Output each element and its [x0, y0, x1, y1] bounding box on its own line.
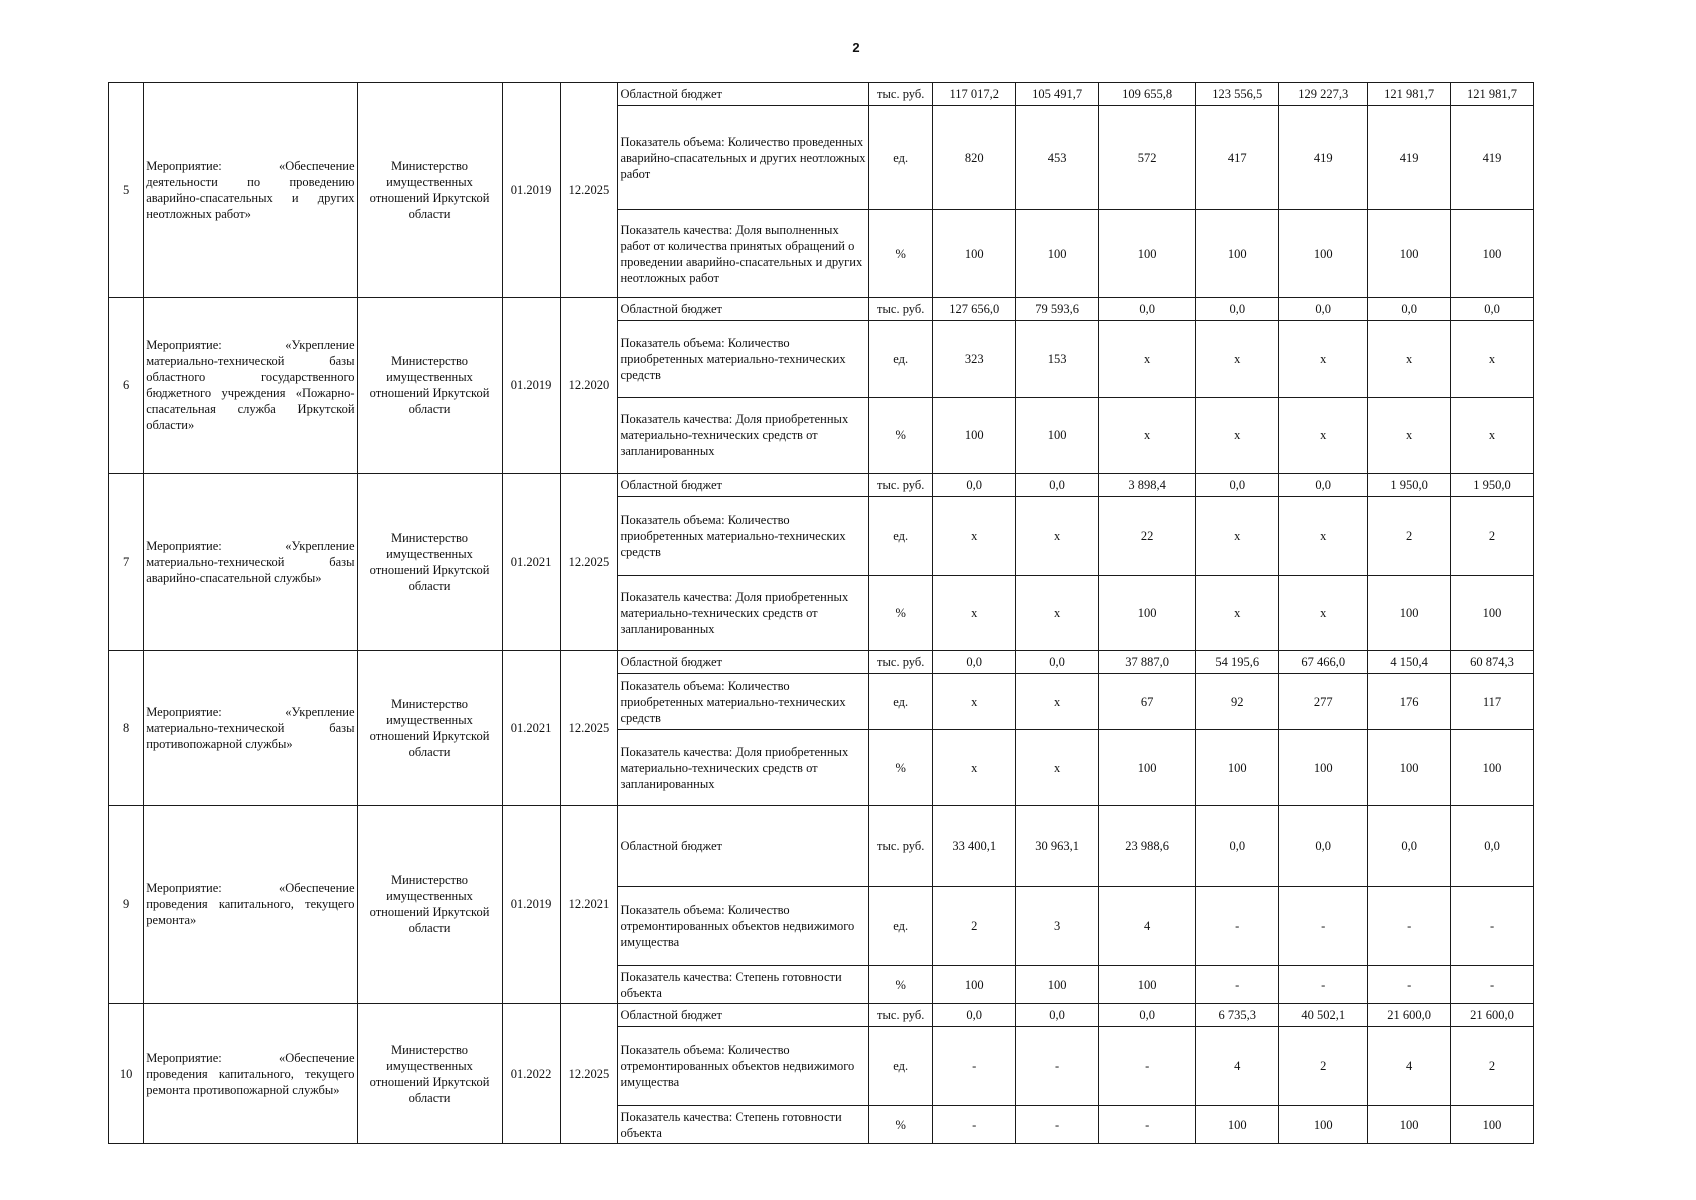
- responsible-executor: Министерство имущественных отношений Иркутской области: [357, 473, 502, 651]
- value-cell: х: [933, 575, 1016, 650]
- value-cell: х: [1451, 321, 1534, 398]
- measure-number: 7: [109, 473, 144, 651]
- value-cell: 100: [1279, 730, 1368, 805]
- value-cell: 100: [1451, 1106, 1534, 1144]
- start-date: 01.2021: [502, 473, 560, 651]
- value-cell: 100: [1016, 398, 1099, 473]
- value-cell: х: [1279, 575, 1368, 650]
- value-cell: 92: [1196, 674, 1279, 730]
- indicator-label: Показатель качества: Степень готовности объекта: [618, 1106, 869, 1144]
- indicator-label: Показатель объема: Количество отремонтированных объектов недвижимого имущества: [618, 887, 869, 966]
- value-cell: 100: [1451, 730, 1534, 805]
- unit-cell: тыс. руб.: [869, 805, 933, 886]
- value-cell: 0,0: [1368, 298, 1451, 321]
- value-cell: 22: [1098, 496, 1195, 575]
- unit-cell: %: [869, 398, 933, 473]
- value-cell: х: [1098, 321, 1195, 398]
- end-date: 12.2025: [560, 1004, 618, 1144]
- responsible-executor: Министерство имущественных отношений Иркутской области: [357, 1004, 502, 1144]
- value-cell: 100: [1279, 1106, 1368, 1144]
- value-cell: -: [1196, 966, 1279, 1004]
- indicator-label: Показатель объема: Количество приобретенных материально-технических средств: [618, 674, 869, 730]
- value-cell: 0,0: [1368, 805, 1451, 886]
- table-row: [109, 805, 1534, 886]
- measure-number: 10: [109, 1004, 144, 1144]
- value-cell: х: [933, 730, 1016, 805]
- value-cell: 0,0: [1098, 298, 1195, 321]
- value-cell: -: [1196, 887, 1279, 966]
- value-cell: -: [1279, 887, 1368, 966]
- value-cell: -: [1098, 1106, 1195, 1144]
- indicator-label: Областной бюджет: [618, 298, 869, 321]
- responsible-executor: Министерство имущественных отношений Иркутской области: [357, 298, 502, 473]
- table-row: [109, 473, 1534, 496]
- value-cell: 4 150,4: [1368, 651, 1451, 674]
- start-date: 01.2019: [502, 298, 560, 473]
- indicator-label: Показатель объема: Количество приобретенных материально-технических средств: [618, 321, 869, 398]
- value-cell: 0,0: [1098, 1004, 1195, 1027]
- unit-cell: %: [869, 730, 933, 805]
- unit-cell: %: [869, 1106, 933, 1144]
- value-cell: 2: [1451, 496, 1534, 575]
- value-cell: 100: [1016, 210, 1099, 298]
- indicator-label: Областной бюджет: [618, 83, 869, 106]
- value-cell: х: [1016, 575, 1099, 650]
- value-cell: -: [1368, 966, 1451, 1004]
- measure-number: 9: [109, 805, 144, 1003]
- value-cell: 0,0: [1016, 473, 1099, 496]
- value-cell: 0,0: [1016, 651, 1099, 674]
- table-row: [109, 83, 1534, 106]
- value-cell: -: [1016, 1026, 1099, 1105]
- table-row: [109, 298, 1534, 321]
- responsible-executor: Министерство имущественных отношений Иркутской области: [357, 805, 502, 1003]
- measure-number: 5: [109, 83, 144, 298]
- value-cell: 3 898,4: [1098, 473, 1195, 496]
- value-cell: х: [1016, 730, 1099, 805]
- indicator-label: Показатель качества: Степень готовности объекта: [618, 966, 869, 1004]
- value-cell: 100: [1098, 966, 1195, 1004]
- indicator-label: Показатель объема: Количество проведенных аварийно-спасательных и других неотложных работ: [618, 105, 869, 209]
- value-cell: 453: [1016, 105, 1099, 209]
- value-cell: 123 556,5: [1196, 83, 1279, 106]
- responsible-executor: Министерство имущественных отношений Иркутской области: [357, 651, 502, 806]
- value-cell: х: [1196, 575, 1279, 650]
- value-cell: 127 656,0: [933, 298, 1016, 321]
- value-cell: 0,0: [1451, 298, 1534, 321]
- value-cell: 100: [1196, 730, 1279, 805]
- value-cell: 820: [933, 105, 1016, 209]
- value-cell: 419: [1279, 105, 1368, 209]
- value-cell: 572: [1098, 105, 1195, 209]
- start-date: 01.2019: [502, 83, 560, 298]
- value-cell: -: [1098, 1026, 1195, 1105]
- table-row: [109, 1004, 1534, 1027]
- value-cell: -: [1451, 966, 1534, 1004]
- value-cell: 4: [1098, 887, 1195, 966]
- unit-cell: ед.: [869, 887, 933, 966]
- unit-cell: тыс. руб.: [869, 1004, 933, 1027]
- measures-table: [108, 82, 1534, 1144]
- page-number: 2: [852, 40, 860, 55]
- value-cell: 100: [1451, 575, 1534, 650]
- value-cell: 30 963,1: [1016, 805, 1099, 886]
- value-cell: 109 655,8: [1098, 83, 1195, 106]
- value-cell: -: [1279, 966, 1368, 1004]
- value-cell: 67 466,0: [1279, 651, 1368, 674]
- value-cell: 100: [1279, 210, 1368, 298]
- value-cell: х: [1279, 496, 1368, 575]
- value-cell: 21 600,0: [1368, 1004, 1451, 1027]
- value-cell: 419: [1451, 105, 1534, 209]
- value-cell: 54 195,6: [1196, 651, 1279, 674]
- measure-name: Мероприятие: «Укрепление материально-технической базы аварийно-спасательной службы»: [144, 473, 357, 651]
- responsible-executor: Министерство имущественных отношений Иркутской области: [357, 83, 502, 298]
- value-cell: 0,0: [1279, 473, 1368, 496]
- value-cell: 21 600,0: [1451, 1004, 1534, 1027]
- end-date: 12.2025: [560, 473, 618, 651]
- indicator-label: Показатель объема: Количество приобретенных материально-технических средств: [618, 496, 869, 575]
- value-cell: х: [1098, 398, 1195, 473]
- measure-number: 6: [109, 298, 144, 473]
- value-cell: 323: [933, 321, 1016, 398]
- indicator-label: Областной бюджет: [618, 651, 869, 674]
- value-cell: 176: [1368, 674, 1451, 730]
- value-cell: 153: [1016, 321, 1099, 398]
- value-cell: 79 593,6: [1016, 298, 1099, 321]
- value-cell: 100: [1451, 210, 1534, 298]
- end-date: 12.2020: [560, 298, 618, 473]
- value-cell: х: [1196, 321, 1279, 398]
- value-cell: 3: [1016, 887, 1099, 966]
- value-cell: 0,0: [933, 1004, 1016, 1027]
- value-cell: 417: [1196, 105, 1279, 209]
- start-date: 01.2022: [502, 1004, 560, 1144]
- start-date: 01.2019: [502, 805, 560, 1003]
- value-cell: 0,0: [1016, 1004, 1099, 1027]
- unit-cell: %: [869, 966, 933, 1004]
- end-date: 12.2025: [560, 83, 618, 298]
- value-cell: 117: [1451, 674, 1534, 730]
- value-cell: -: [1016, 1106, 1099, 1144]
- measure-name: Мероприятие: «Укрепление материально-технической базы областного государственного бюджетного учреждения «Пожарно-спасательная служба Иркутской области»: [144, 298, 357, 473]
- unit-cell: ед.: [869, 674, 933, 730]
- measure-name: Мероприятие: «Обеспечение проведения капитального, текущего ремонта противопожарной службы»: [144, 1004, 357, 1144]
- value-cell: х: [933, 674, 1016, 730]
- value-cell: 40 502,1: [1279, 1004, 1368, 1027]
- value-cell: 23 988,6: [1098, 805, 1195, 886]
- value-cell: 67: [1098, 674, 1195, 730]
- value-cell: 100: [1368, 1106, 1451, 1144]
- value-cell: х: [1368, 398, 1451, 473]
- value-cell: 1 950,0: [1368, 473, 1451, 496]
- end-date: 12.2025: [560, 651, 618, 806]
- value-cell: х: [1016, 674, 1099, 730]
- indicator-label: Показатель качества: Доля выполненных работ от количества принятых обращений о проведении аварийно-спасательных и других неотложных работ: [618, 210, 869, 298]
- start-date: 01.2021: [502, 651, 560, 806]
- value-cell: 100: [1196, 210, 1279, 298]
- value-cell: х: [1279, 321, 1368, 398]
- value-cell: х: [1016, 496, 1099, 575]
- indicator-label: Показатель качества: Доля приобретенных материально-технических средств от запланированных: [618, 575, 869, 650]
- value-cell: 1 950,0: [1451, 473, 1534, 496]
- value-cell: 277: [1279, 674, 1368, 730]
- value-cell: 2: [1451, 1026, 1534, 1105]
- value-cell: х: [1368, 321, 1451, 398]
- unit-cell: ед.: [869, 1026, 933, 1105]
- value-cell: 2: [1279, 1026, 1368, 1105]
- value-cell: 0,0: [1196, 473, 1279, 496]
- value-cell: 100: [1368, 210, 1451, 298]
- value-cell: 60 874,3: [1451, 651, 1534, 674]
- value-cell: 129 227,3: [1279, 83, 1368, 106]
- value-cell: 0,0: [933, 473, 1016, 496]
- value-cell: 0,0: [1451, 805, 1534, 886]
- value-cell: 100: [1368, 730, 1451, 805]
- unit-cell: тыс. руб.: [869, 298, 933, 321]
- value-cell: х: [933, 496, 1016, 575]
- value-cell: 2: [1368, 496, 1451, 575]
- value-cell: х: [1451, 398, 1534, 473]
- indicator-label: Показатель качества: Доля приобретенных материально-технических средств от запланированных: [618, 730, 869, 805]
- end-date: 12.2021: [560, 805, 618, 1003]
- value-cell: -: [933, 1106, 1016, 1144]
- measure-number: 8: [109, 651, 144, 806]
- indicator-label: Областной бюджет: [618, 473, 869, 496]
- measure-name: Мероприятие: «Укрепление материально-технической базы противопожарной службы»: [144, 651, 357, 806]
- unit-cell: %: [869, 575, 933, 650]
- unit-cell: тыс. руб.: [869, 651, 933, 674]
- unit-cell: тыс. руб.: [869, 83, 933, 106]
- value-cell: 100: [933, 398, 1016, 473]
- indicator-label: Показатель качества: Доля приобретенных материально-технических средств от запланированных: [618, 398, 869, 473]
- value-cell: -: [1451, 887, 1534, 966]
- value-cell: 121 981,7: [1368, 83, 1451, 106]
- value-cell: 100: [933, 210, 1016, 298]
- unit-cell: тыс. руб.: [869, 473, 933, 496]
- value-cell: 100: [1098, 210, 1195, 298]
- unit-cell: ед.: [869, 496, 933, 575]
- value-cell: 4: [1368, 1026, 1451, 1105]
- indicator-label: Показатель объема: Количество отремонтированных объектов недвижимого имущества: [618, 1026, 869, 1105]
- value-cell: 100: [1098, 575, 1195, 650]
- value-cell: 4: [1196, 1026, 1279, 1105]
- value-cell: 100: [1368, 575, 1451, 650]
- unit-cell: %: [869, 210, 933, 298]
- value-cell: 100: [933, 966, 1016, 1004]
- value-cell: 419: [1368, 105, 1451, 209]
- indicator-label: Областной бюджет: [618, 805, 869, 886]
- value-cell: х: [1279, 398, 1368, 473]
- value-cell: 105 491,7: [1016, 83, 1099, 106]
- measure-name: Мероприятие: «Обеспечение деятельности по проведению аварийно-спасательных и других неотложных работ»: [144, 83, 357, 298]
- value-cell: 37 887,0: [1098, 651, 1195, 674]
- unit-cell: ед.: [869, 321, 933, 398]
- value-cell: 0,0: [1279, 805, 1368, 886]
- value-cell: 117 017,2: [933, 83, 1016, 106]
- value-cell: 6 735,3: [1196, 1004, 1279, 1027]
- value-cell: 100: [1098, 730, 1195, 805]
- value-cell: 2: [933, 887, 1016, 966]
- value-cell: х: [1196, 398, 1279, 473]
- value-cell: 0,0: [933, 651, 1016, 674]
- value-cell: 121 981,7: [1451, 83, 1534, 106]
- value-cell: 100: [1196, 1106, 1279, 1144]
- value-cell: 0,0: [1279, 298, 1368, 321]
- value-cell: 0,0: [1196, 298, 1279, 321]
- value-cell: -: [1368, 887, 1451, 966]
- value-cell: 0,0: [1196, 805, 1279, 886]
- unit-cell: ед.: [869, 105, 933, 209]
- indicator-label: Областной бюджет: [618, 1004, 869, 1027]
- value-cell: х: [1196, 496, 1279, 575]
- measure-name: Мероприятие: «Обеспечение проведения капитального, текущего ремонта»: [144, 805, 357, 1003]
- value-cell: -: [933, 1026, 1016, 1105]
- table-row: [109, 651, 1534, 674]
- value-cell: 100: [1016, 966, 1099, 1004]
- value-cell: 33 400,1: [933, 805, 1016, 886]
